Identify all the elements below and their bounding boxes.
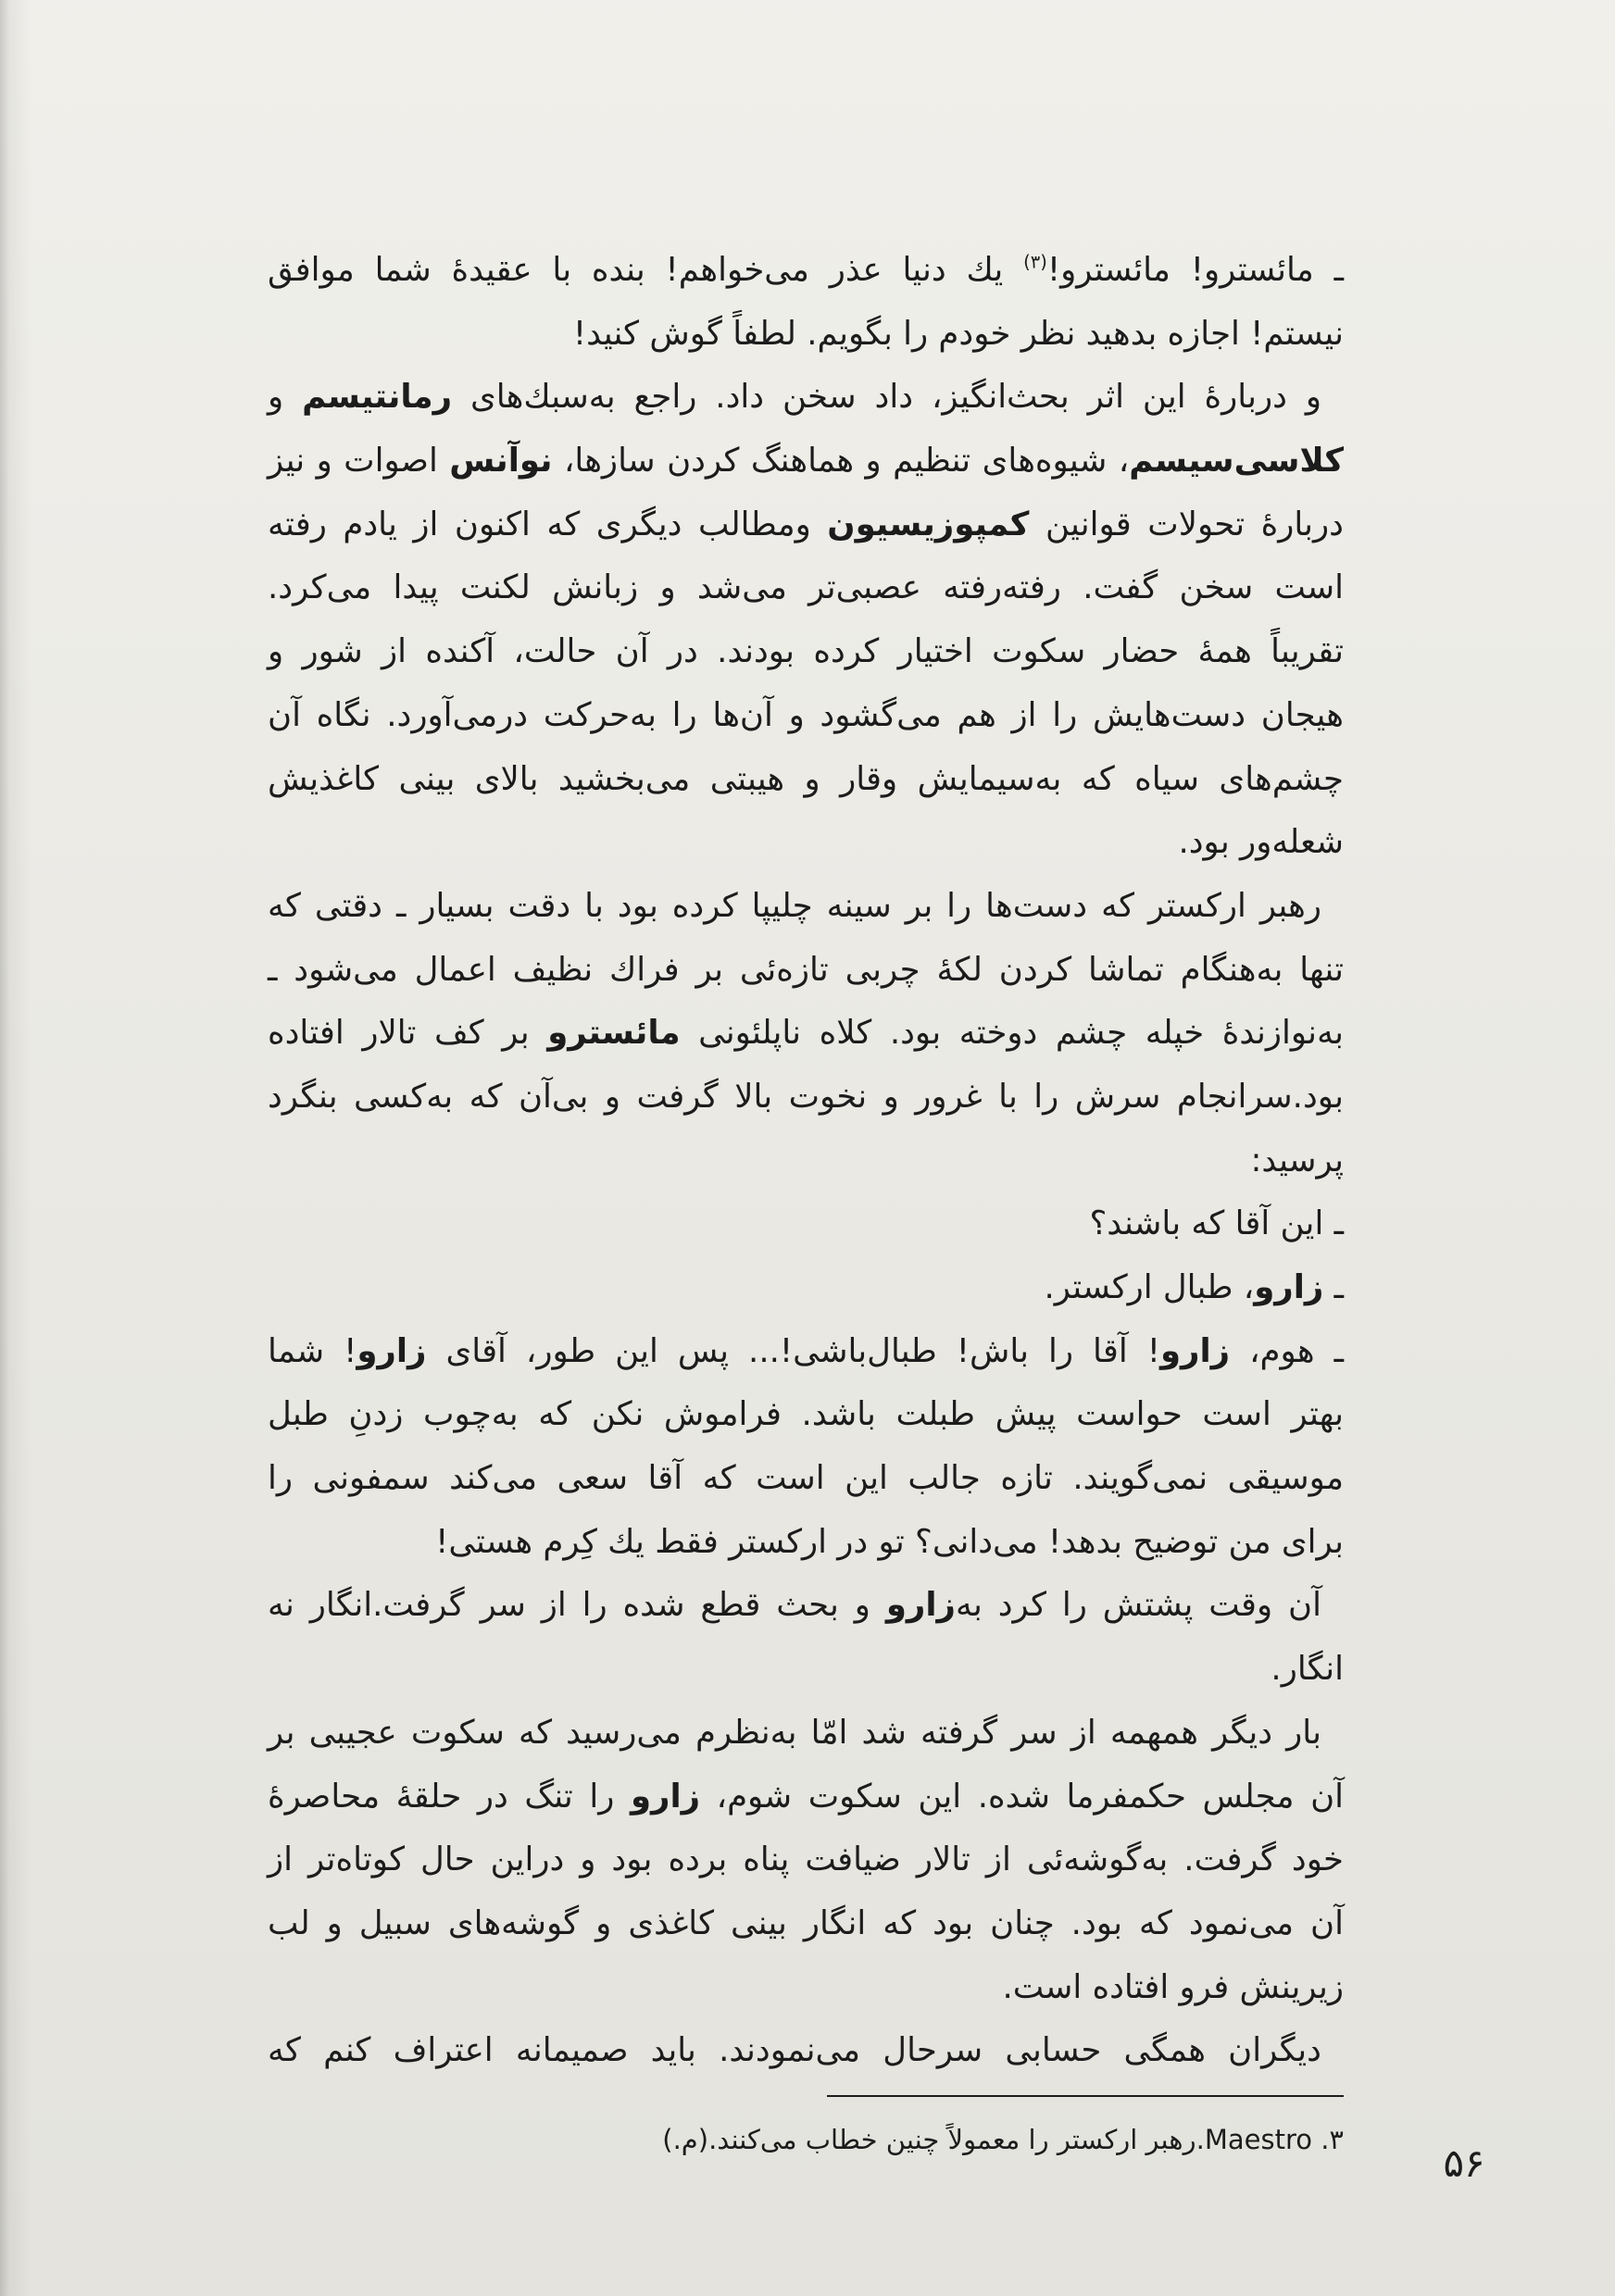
paragraph: [268, 2019, 1344, 2083]
paragraph: [268, 875, 1344, 1192]
text-run: انگار.: [1271, 1650, 1344, 1689]
text-run: خود گرفت. به‌گوشه‌ئی از تالار ضیافت پناه برده بود و دراین حال کوتاه‌تر از: [268, 1841, 1344, 1879]
text-run: آن مجلس حکمفرما شده. این سکوت شوم،: [700, 1777, 1345, 1816]
text-run: پرسید:: [1250, 1141, 1344, 1179]
text-line: [268, 1129, 1344, 1193]
text-line: [268, 875, 1344, 939]
paragraph: [268, 239, 1344, 366]
text-run: آن وقت پشتش را کرد به‌: [955, 1586, 1321, 1625]
bold-term: مائسترو: [547, 1014, 681, 1053]
text-line: [268, 1892, 1344, 1956]
body-text: [268, 239, 1344, 2083]
text-line: [268, 366, 1344, 430]
text-line: [268, 1320, 1344, 1384]
text-line: [268, 748, 1344, 812]
text-line: [268, 556, 1344, 620]
text-run: و: [268, 378, 303, 417]
text-run: بهتر است حواست پیش طبلت باشد. فراموش نکن که به‌چوب زدنِ طبل: [268, 1395, 1344, 1434]
text-run: رهبر ارکستر که دست‌ها را بر سینه چلیپا کرده بود با دقت بسیار ـ دقتی که: [268, 886, 1321, 925]
text-line: [268, 1511, 1344, 1575]
text-run: ـ: [1323, 1268, 1344, 1306]
text-run: بار دیگر همهمه از سر گرفته شد امّا به‌نظرم می‌رسید که سکوت عجیبی بر: [268, 1713, 1321, 1752]
text-run: ومطالب دیگری که اکنون از یادم رفته: [268, 505, 828, 543]
text-run: دربارهٔ تحولات قوانین: [1029, 505, 1344, 543]
paragraph: [268, 366, 1344, 875]
text-run: آن می‌نمود که بود. چنان بود که انگار بینی کاغذی و گوشه‌های سبیل و لب: [268, 1903, 1344, 1942]
text-line: [268, 620, 1344, 684]
text-line: [268, 811, 1344, 875]
text-run: ـ هوم،: [1230, 1331, 1345, 1370]
bold-term: رمانتیسم: [302, 378, 453, 417]
text-run: زیرینش فرو افتاده است.: [1002, 1967, 1344, 2006]
text-run: را تنگ در حلقهٔ محاصرهٔ: [268, 1777, 631, 1816]
text-line: [268, 1256, 1344, 1320]
text-run: ! آقا را باش! طبال‌باشی!... پس این طور، آقای: [426, 1331, 1160, 1370]
text-run: موسیقی نمی‌گویند. تازه جالب این است که آقا سعی می‌کند سمفونی را: [268, 1459, 1344, 1498]
text-run: ـ مائسترو! مائسترو!: [1046, 251, 1344, 289]
text-line: [268, 1066, 1344, 1129]
text-line: [268, 1766, 1344, 1829]
paragraph: [268, 1192, 1344, 1256]
text-run: تنها به‌هنگام تماشا کردن لکهٔ چربی تازه‌ئی بر فراك نظیف اعمال می‌شود ـ: [268, 950, 1344, 989]
text-run: دیگران همگی حسابی سرحال می‌نمودند. باید صمیمانه اعتراف کنم که: [268, 2031, 1321, 2070]
text-line: [268, 430, 1344, 493]
footnote-separator: [827, 2095, 1344, 2097]
text-line: [268, 1574, 1344, 1638]
text-run: و دربارهٔ این اثر بحث‌انگیز، داد سخن داد. راجع به‌سبك‌های: [452, 378, 1321, 417]
text-line: [268, 939, 1344, 1003]
text-line: [268, 1383, 1344, 1447]
paragraph: [268, 1320, 1344, 1575]
bold-term: زارو: [357, 1331, 427, 1370]
paragraph: [268, 1574, 1344, 1701]
text-run: و بحث قطع شده را از سر گرفت.انگار نه: [268, 1586, 886, 1625]
text-run: ! شما: [268, 1331, 357, 1370]
text-run: به‌نوازندهٔ خپله چشم دوخته بود. کلاه ناپلئونی: [680, 1014, 1344, 1053]
bold-term: زارو: [1254, 1268, 1324, 1306]
footnote: ۳. Maestro.رهبر ارکستر را معمولاً چنین خطاب می‌کنند.(م.): [662, 2124, 1344, 2155]
text-run: ، طبال ارکستر.: [1044, 1268, 1255, 1306]
text-run: یك دنیا عذر می‌خواهم! بنده با عقیدهٔ شما موافق: [268, 251, 1024, 289]
text-line: [268, 684, 1344, 748]
text-line: [268, 1002, 1344, 1066]
bold-term: زارو: [885, 1586, 956, 1625]
text-run: است سخن گفت. رفته‌رفته عصبی‌تر می‌شد و زبانش لکنت پیدا می‌کرد.: [268, 568, 1344, 607]
text-run: اصوات و نیز: [268, 442, 450, 480]
text-line: [268, 239, 1344, 303]
text-run: تقریباً همهٔ حضار سکوت اختیار کرده بودند. در آن حالت، آکنده از شور و: [268, 632, 1344, 671]
bold-term: کمپوزیسیون: [827, 505, 1030, 543]
paragraph: [268, 1702, 1344, 2019]
text-run: بود.سرانجام سرش را با غرور و نخوت بالا گرفت و بی‌آن که به‌کسی بنگرد: [268, 1077, 1344, 1116]
footnote-reference: (۳): [1023, 251, 1047, 273]
text-line: [268, 1956, 1344, 2020]
text-line: [268, 1702, 1344, 1766]
text-run: بر کف تالار افتاده: [268, 1014, 548, 1053]
text-run: ، شیوه‌های تنظیم و هماهنگ کردن سازها،: [552, 442, 1130, 480]
page-number: ۵۶: [1443, 2140, 1485, 2186]
text-line: [268, 493, 1344, 557]
text-line: [268, 303, 1344, 367]
bold-term: زارو: [1159, 1331, 1231, 1370]
text-line: [268, 2019, 1344, 2083]
text-line: [268, 1638, 1344, 1702]
text-line: [268, 1447, 1344, 1511]
text-run: نیستم! اجازه بدهید نظر خودم را بگویم. لطفاً گوش کنید!: [572, 314, 1344, 353]
bold-term: زارو: [630, 1777, 701, 1816]
text-line: [268, 1192, 1344, 1256]
text-run: هیجان دست‌هایش را از هم می‌گشود و آن‌ها را به‌حرکت درمی‌آورد. نگاه آن: [268, 695, 1344, 734]
text-run: شعله‌ور بود.: [1178, 823, 1344, 862]
paragraph: [268, 1256, 1344, 1320]
bold-term: کلاسی‌سیسم: [1129, 442, 1344, 480]
text-run: برای من توضیح بدهد! می‌دانی؟ تو در ارکستر فقط یك کِرم هستی!: [435, 1522, 1344, 1561]
text-line: [268, 1828, 1344, 1892]
text-run: چشم‌های سیاه که به‌سیمایش وقار و هیبتی می‌بخشید بالای بینی کاغذیش: [268, 759, 1344, 798]
text-run: ـ این آقا که باشند؟: [1089, 1204, 1344, 1243]
bold-term: نوآنس: [449, 442, 553, 480]
